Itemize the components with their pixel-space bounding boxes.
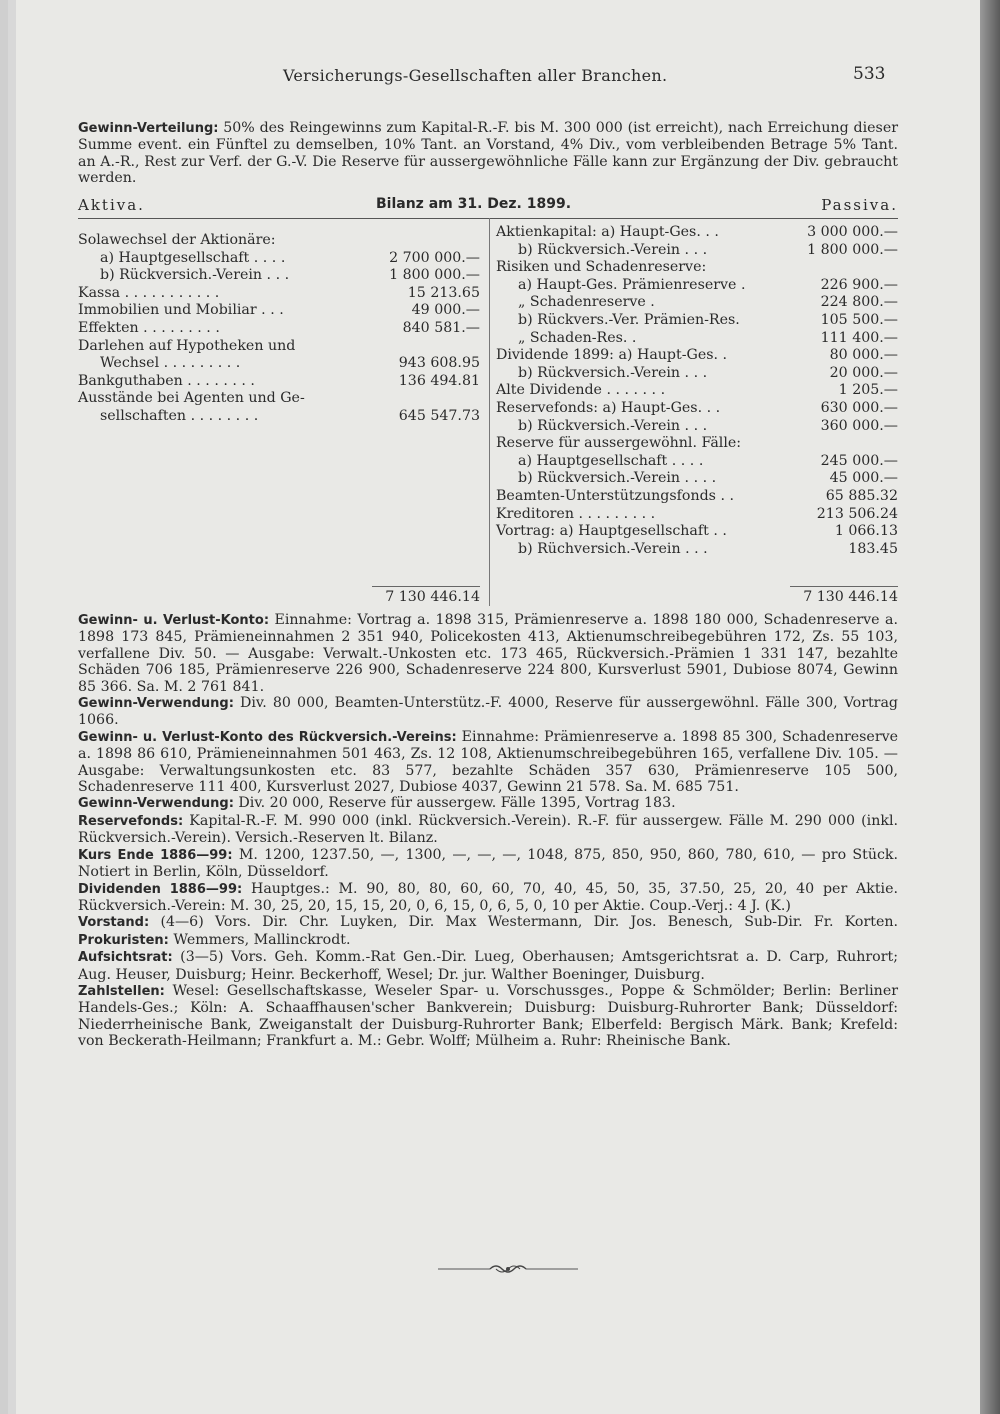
running-head: Versicherungs-Gesellschaften aller Branchen. bbox=[283, 66, 668, 85]
balance-row-value: 15 213.65 bbox=[407, 284, 480, 301]
balance-row-label: Immobilien und Mobiliar . . . bbox=[78, 302, 284, 319]
balance-row-label: Vortrag: a) Hauptgesellschaft . . bbox=[496, 523, 727, 540]
section-key: Gewinn- u. Verlust-Konto des Rückversich.-Vereins: bbox=[78, 729, 457, 745]
passiva-column bbox=[496, 224, 898, 558]
balance-row bbox=[496, 330, 898, 348]
balance-row-value: 1 205.— bbox=[838, 382, 898, 399]
balance-row-label: b) Rüchversich.-Verein . . . bbox=[518, 540, 708, 557]
balance-row bbox=[496, 224, 898, 242]
section-paragraph bbox=[78, 983, 898, 1050]
balance-row-value: 224 800.— bbox=[820, 294, 898, 311]
balance-row-label: b) Rückversich.-Verein . . . . bbox=[518, 470, 717, 487]
aktiva-label: Aktiva. bbox=[78, 196, 145, 214]
balance-row-label: Wechsel . . . . . . . . . bbox=[100, 355, 241, 372]
section-text: Div. 20 000, Reserve für aussergew. Fälle 1395, Vortrag 183. bbox=[238, 795, 676, 812]
balance-row-value: 213 506.24 bbox=[816, 505, 898, 522]
section-paragraph bbox=[78, 847, 898, 881]
balance-row-label: „ Schaden-Res. . bbox=[518, 329, 637, 346]
page-gutter-shadow bbox=[980, 0, 1000, 1414]
section-key: Prokuristen: bbox=[78, 932, 169, 948]
section-paragraph bbox=[78, 881, 898, 915]
balance-row-value: 360 000.— bbox=[820, 417, 898, 434]
balance-row-value: 45 000.— bbox=[829, 470, 898, 487]
balance-row bbox=[496, 277, 898, 295]
passiva-total: 7 130 446.14 bbox=[790, 586, 898, 605]
balance-row bbox=[496, 312, 898, 330]
passiva-label: Passiva. bbox=[821, 196, 898, 214]
section-text: 50% des Reingewinns zum Kapital-R.-F. bis M. 300 000 (ist erreicht), nach Erreichung dieser Summe event. ein Fünftel zu demselben, 10% Tant. an Vorstand, 4% Div., vom verbleibenden Betrage 5% Tant. an A.-R., Rest zur Verf. der G.-V. Die Reserve für aussergewöhnliche Fälle kann zur Ergänzung der Div. gebraucht werden. bbox=[78, 120, 898, 187]
balance-row-value: 840 581.— bbox=[402, 319, 480, 336]
balance-row-value: 2 700 000.— bbox=[389, 249, 480, 266]
balance-row-value: 183.45 bbox=[848, 540, 898, 557]
section-key: Kurs Ende 1886—99: bbox=[78, 847, 233, 863]
section-key: Vorstand: bbox=[78, 915, 150, 931]
balance-row-label: Reservefonds: a) Haupt-Ges. . . bbox=[496, 399, 721, 416]
balance-row-label: Kreditoren . . . . . . . . . bbox=[496, 505, 656, 522]
balance-row-label: Beamten-Unterstützungsfonds . . bbox=[496, 487, 735, 504]
balance-row-label: Risiken und Schadenreserve: bbox=[496, 259, 707, 276]
balance-row-label: Aktienkapital: a) Haupt-Ges. . . bbox=[496, 224, 719, 240]
section-paragraph bbox=[78, 795, 898, 812]
balance-row-label: Bankguthaben . . . . . . . . bbox=[78, 372, 255, 389]
section-paragraph bbox=[78, 695, 898, 729]
balance-row-label: b) Rückversich.-Verein . . . bbox=[518, 241, 708, 258]
balance-row-value: 20 000.— bbox=[829, 364, 898, 381]
balance-row-label: b) Rückversich.-Verein . . . bbox=[518, 417, 708, 434]
section-key: Gewinn-Verteilung: bbox=[78, 121, 219, 136]
balance-row bbox=[496, 382, 898, 400]
balance-row-value: 136 494.81 bbox=[398, 372, 480, 389]
balance-row bbox=[78, 338, 480, 356]
section-text: Wesel: Gesellschaftskasse, Weseler Spar- u. Vorschussges., Poppe & Schmölder; Berlin: Berliner Handels-Ges.; Köln: A. Schaaffhausen'scher Bankverein; Duisburg: Duisburg-Ruhrorter Bank; Düsseldorf: Niederrheinische Bank, Zweiganstalt der Duisburg-Ruhrorter Bank; Elberfeld: Bergisch Märk. Bank; Krefeld: von Beckerath-Heilmann; Frankfurt a. M.: Gebr. Wolff; Mülheim a. Ruhr: Rheinische Bank. bbox=[78, 982, 898, 1050]
aktiva-column bbox=[78, 232, 480, 426]
balance-row-label: Dividende 1899: a) Haupt-Ges. . bbox=[496, 347, 728, 364]
sections-block bbox=[78, 612, 898, 1050]
balance-row-value: 65 885.32 bbox=[825, 487, 898, 504]
balance-row bbox=[78, 302, 480, 320]
section-key: Gewinn-Verwendung: bbox=[78, 696, 234, 712]
balance-row bbox=[496, 470, 898, 488]
balance-row bbox=[496, 488, 898, 506]
section-key: Reservefonds: bbox=[78, 813, 184, 829]
balance-column-divider bbox=[489, 218, 490, 606]
balance-row bbox=[496, 400, 898, 418]
balance-row-label: „ Schadenreserve . bbox=[518, 294, 655, 311]
balance-row bbox=[78, 250, 480, 268]
section-key: Aufsichtsrat: bbox=[78, 950, 173, 966]
balance-row-value: 630 000.— bbox=[820, 399, 898, 416]
section-paragraph bbox=[78, 813, 898, 847]
balance-row bbox=[496, 259, 898, 277]
balance-title: Bilanz am 31. Dez. 1899. bbox=[376, 196, 572, 212]
balance-row-label: Alte Dividende . . . . . . . bbox=[496, 382, 666, 399]
balance-row-value: 1 066.13 bbox=[834, 523, 898, 540]
section-paragraph bbox=[78, 949, 898, 983]
balance-row-label: b) Rückversich.-Verein . . . bbox=[518, 364, 708, 381]
balance-row bbox=[78, 285, 480, 303]
balance-row-value: 943 608.95 bbox=[398, 355, 480, 372]
balance-row bbox=[496, 294, 898, 312]
balance-row-label: sellschaften . . . . . . . . bbox=[100, 407, 259, 424]
balance-row bbox=[78, 320, 480, 338]
balance-row bbox=[496, 506, 898, 524]
balance-row-value: 645 547.73 bbox=[398, 407, 480, 424]
balance-row bbox=[496, 453, 898, 471]
balance-row-label: Effekten . . . . . . . . . bbox=[78, 319, 220, 336]
section-key: Gewinn- u. Verlust-Konto: bbox=[78, 613, 270, 628]
ornament-divider bbox=[438, 1262, 578, 1276]
balance-row-value: 49 000.— bbox=[411, 302, 480, 319]
page-edge bbox=[8, 0, 16, 1414]
balance-row bbox=[78, 408, 480, 426]
section-text: (3—5) Vors. Geh. Komm.-Rat Gen.-Dir. Lueg, Oberhausen; Amtsgerichtsrat a. D. Carp, Ruhrort; Aug. Heuser, Duisburg; Heinr. Beckerhoff, Wesel; Dr. jur. Walther Boeninger, Duisburg. bbox=[78, 949, 898, 983]
balance-row-value: 1 800 000.— bbox=[807, 241, 898, 258]
balance-row-label: a) Haupt-Ges. Prämienreserve . bbox=[518, 276, 746, 293]
balance-row bbox=[78, 355, 480, 373]
balance-row-label: Reserve für aussergewöhnl. Fälle: bbox=[496, 435, 742, 452]
balance-row-label: a) Hauptgesellschaft . . . . bbox=[518, 452, 704, 469]
section-key: Gewinn-Verwendung: bbox=[78, 796, 234, 812]
balance-row bbox=[496, 418, 898, 436]
balance-row bbox=[78, 373, 480, 391]
section-text: (4—6) Vors. Dir. Chr. Luyken, Dir. Max Westermann, Dir. Jos. Benesch, Sub-Dir. Fr. Korten. bbox=[160, 914, 898, 931]
balance-row-label: Solawechsel der Aktionäre: bbox=[78, 232, 276, 248]
balance-row-label: Ausstände bei Agenten und Ge- bbox=[78, 390, 305, 407]
profit-distribution-paragraph bbox=[78, 120, 898, 187]
section-text: Hauptges.: M. 90, 80, 80, 60, 60, 70, 40, 45, 50, 35, 37.50, 25, 20, 40 per Aktie. Rückversich.-Verein: M. 30, 25, 20, 15, 15, 20, 0, 6, 15, 0, 6, 5, 0, 10 per Aktie. Coup.-Verj.: 4 J. (K.) bbox=[78, 880, 898, 914]
balance-row-label: b) Rückversich.-Verein . . . bbox=[100, 267, 290, 284]
balance-row bbox=[78, 232, 480, 250]
balance-row-value: 80 000.— bbox=[829, 347, 898, 364]
section-text: Div. 80 000, Beamten-Unterstütz.-F. 4000, Reserve für aussergewöhnl. Fälle 300, Vortrag 1066. bbox=[78, 695, 898, 729]
balance-row bbox=[496, 541, 898, 559]
balance-row-value: 111 400.— bbox=[820, 329, 898, 346]
balance-row bbox=[78, 267, 480, 285]
document-page bbox=[8, 0, 980, 1414]
balance-row bbox=[496, 523, 898, 541]
section-key: Dividenden 1886—99: bbox=[78, 881, 243, 897]
section-key: Zahlstellen: bbox=[78, 983, 165, 999]
balance-row-label: Kassa . . . . . . . . . . . bbox=[78, 284, 220, 301]
balance-row-value: 245 000.— bbox=[820, 452, 898, 469]
balance-row bbox=[496, 435, 898, 453]
section-paragraph bbox=[78, 729, 898, 796]
balance-row-value: 226 900.— bbox=[820, 276, 898, 293]
section-text: M. 1200, 1237.50, —, 1300, —, —, —, 1048, 875, 850, 950, 860, 780, 610, — pro Stück. Notiert in Berlin, Köln, Düsseldorf. bbox=[78, 846, 899, 881]
balance-row-value: 3 000 000.— bbox=[807, 224, 898, 240]
balance-row bbox=[496, 242, 898, 260]
section-text: Wemmers, Mallinckrodt. bbox=[173, 931, 351, 948]
balance-row bbox=[78, 390, 480, 408]
section-paragraph bbox=[78, 914, 898, 949]
section-text: Einnahme: Prämienreserve a. 1898 85 300, Schadenreserve a. 1898 86 610, Prämieneinnahmen 501 463, Zs. 12 108, Aktienumschreibegebühren 165, verfallene Div. 105. — Ausgabe: Verwaltungsunkosten etc. 83 577, bezahlte Schäden 357 630, Prämienreserve 105 500, Schadenreserve 111 400, Kursverlust 2027, Dubiose 4037, Gewinn 21 578. Sa. M. 685 751. bbox=[78, 728, 899, 796]
balance-top-rule bbox=[78, 218, 898, 219]
balance-row-label: Darlehen auf Hypotheken und bbox=[78, 337, 296, 354]
section-text: Kapital-R.-F. M. 990 000 (inkl. Rückversich.-Verein). R.-F. für aussergew. Fälle M. 290 000 (inkl. Rückversich.-Verein). Versich.-Reserven lt. Bilanz. bbox=[78, 812, 898, 847]
balance-row bbox=[496, 365, 898, 383]
section-paragraph bbox=[78, 612, 898, 695]
section-text: Einnahme: Vortrag a. 1898 315, Prämienreserve a. 1898 180 000, Schadenreserve a. 1898 173 845, Prämieneinnahmen 2 351 940, Policekosten 413, Aktienumschreibegebühren 172, Zs. 55 103, verfallene Div. 50. — Ausgabe: Verwalt.-Unkosten etc. 173 465, Rückversich.-Prämien 1 331 147, bezahlte Schäden 706 185, Prämienreserve 226 900, Schadenreserve 224 800, Kursverlust 5901, Dubiose 8074, Gewinn 85 366. Sa. M. 2 761 841. bbox=[78, 612, 898, 695]
balance-row bbox=[496, 347, 898, 365]
aktiva-total: 7 130 446.14 bbox=[372, 586, 480, 605]
balance-row-label: b) Rückvers.-Ver. Prämien-Res. bbox=[518, 311, 740, 328]
balance-row-value: 105 500.— bbox=[820, 311, 898, 328]
balance-row-value: 1 800 000.— bbox=[389, 267, 480, 284]
page-number: 533 bbox=[853, 64, 886, 84]
balance-header bbox=[78, 196, 898, 216]
balance-row-label: a) Hauptgesellschaft . . . . bbox=[100, 249, 286, 266]
